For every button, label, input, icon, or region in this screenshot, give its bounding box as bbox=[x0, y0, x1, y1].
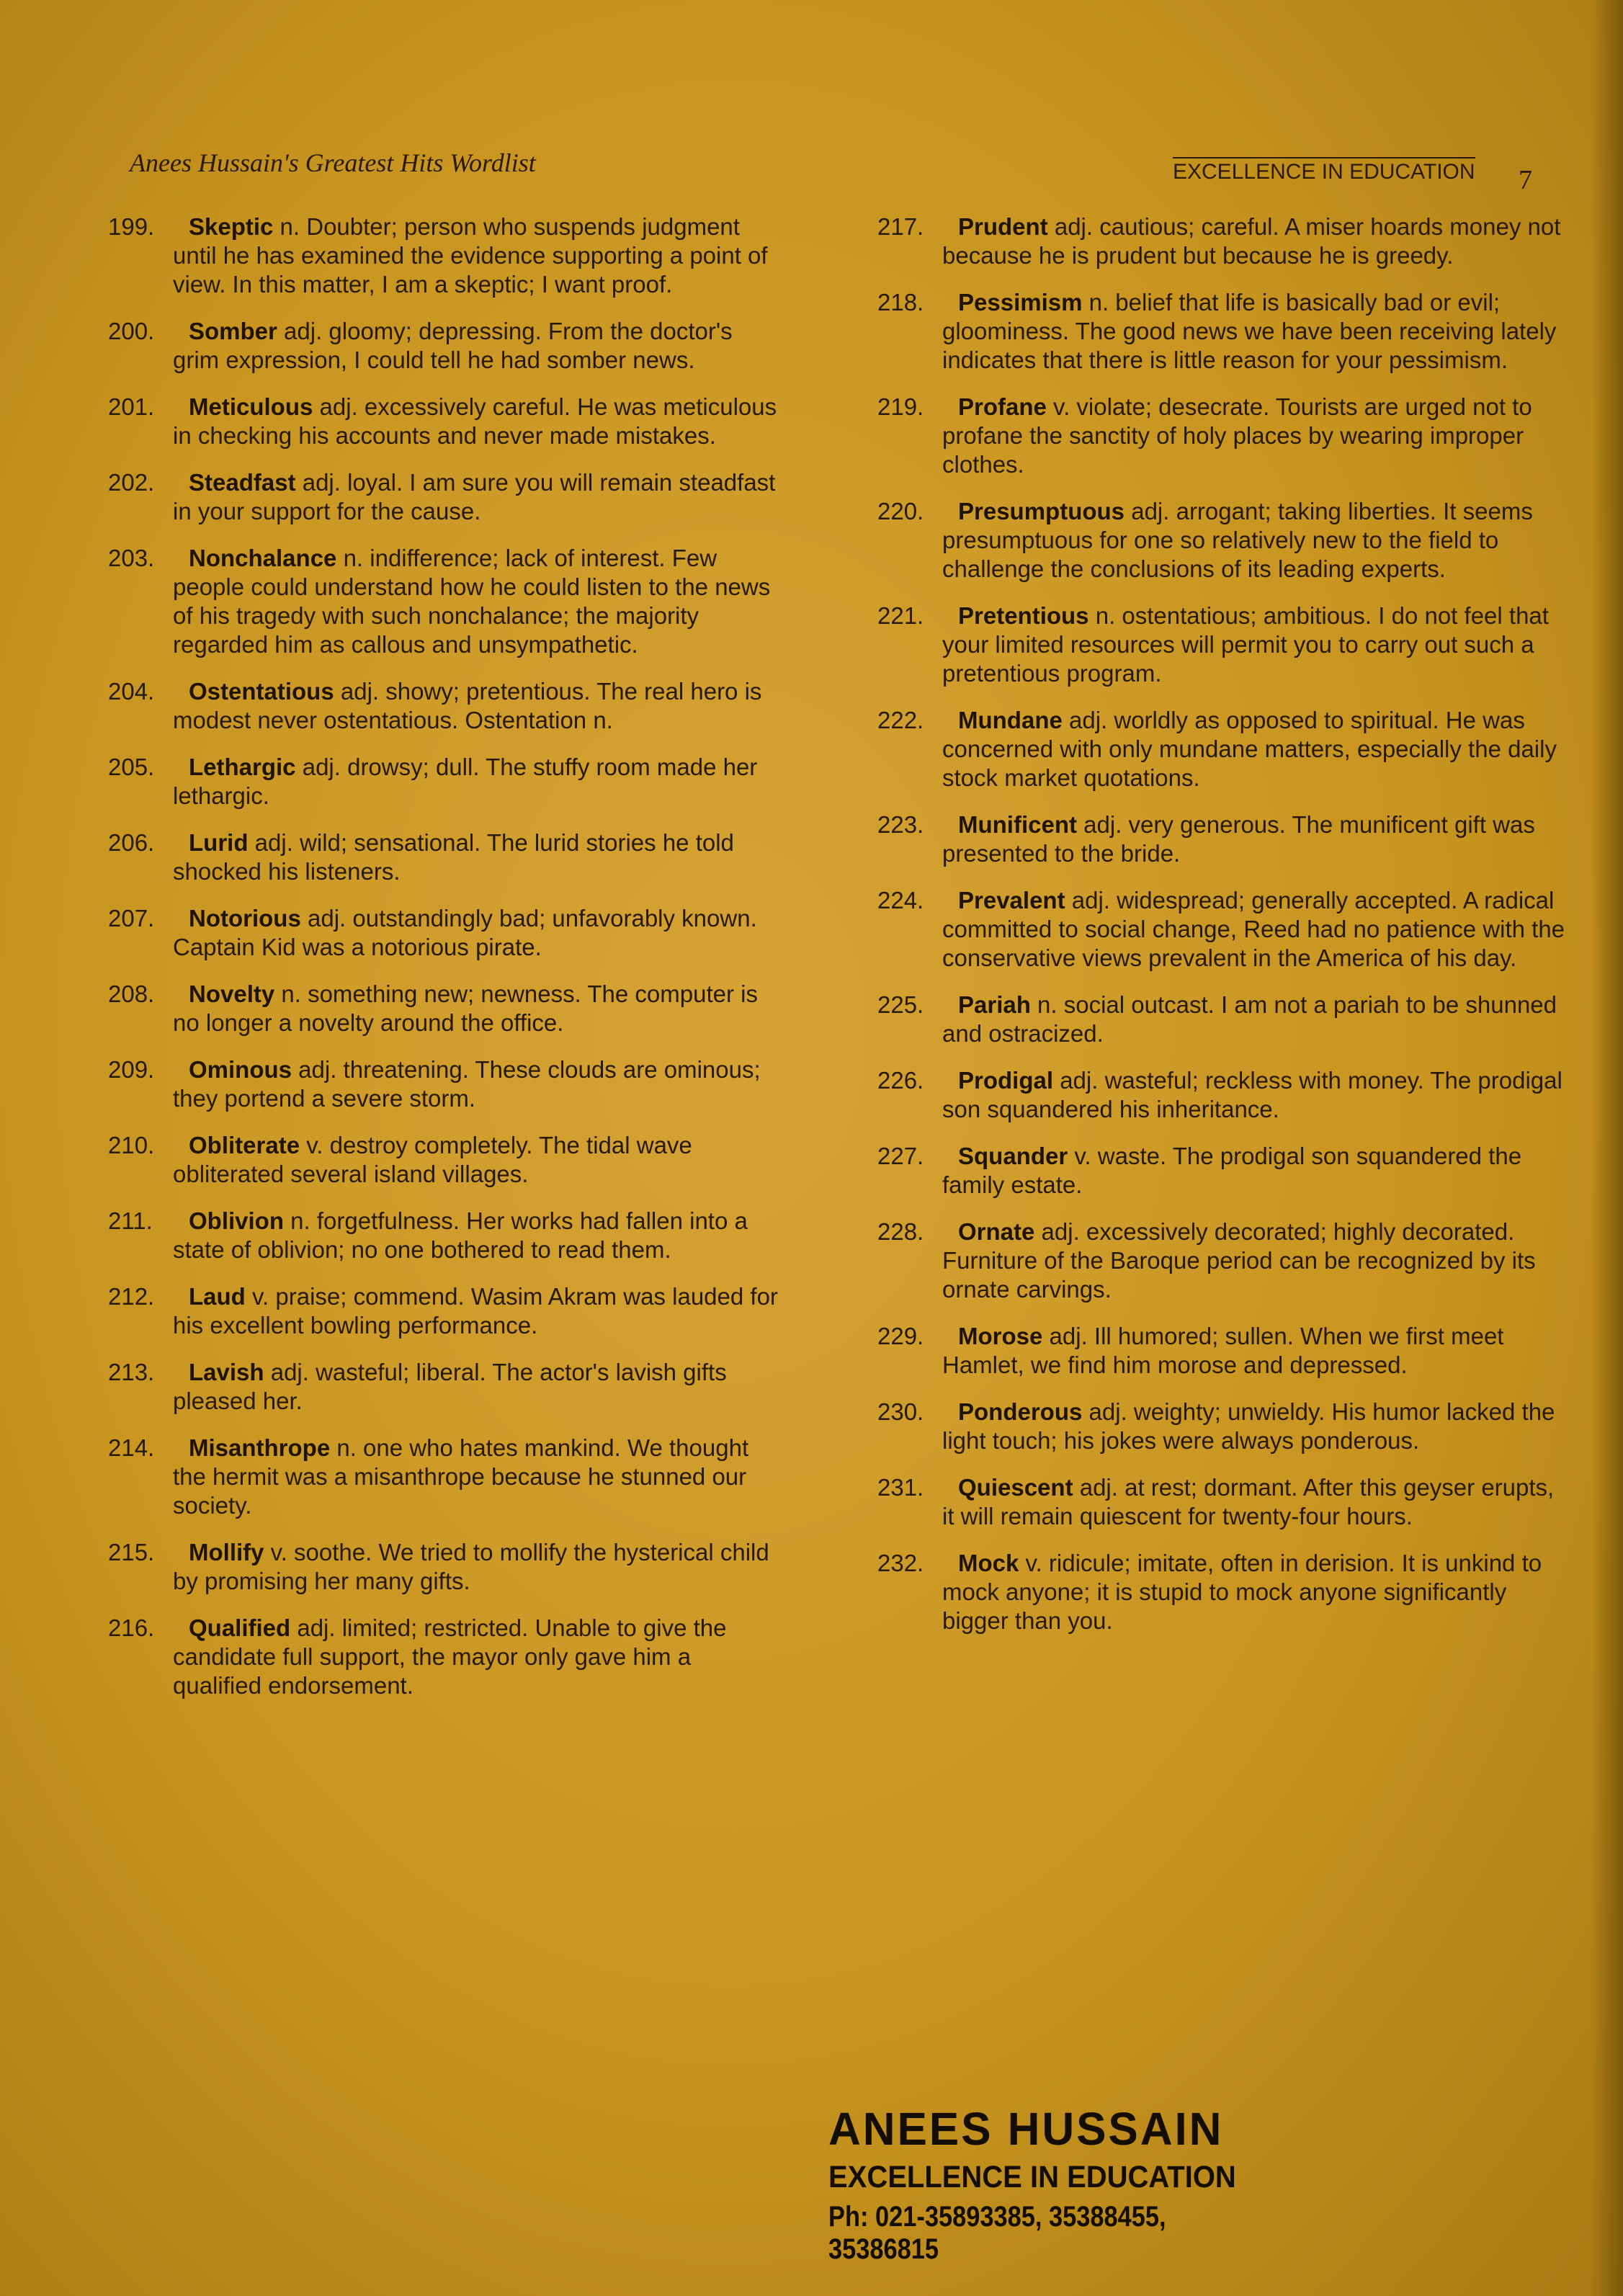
entry-definition: adj. cautious; careful. A miser hoards money not because he is prudent but because he is greedy. bbox=[942, 213, 1561, 269]
word-entry bbox=[108, 1207, 782, 1264]
entry-definition: n. belief that life is basically bad or evil; gloominess. The good news we have been receiving lately indicates that there is little reason for your pessimism. bbox=[942, 289, 1557, 373]
entry-number: 218. bbox=[877, 289, 924, 316]
entry-definition: n. ostentatious; ambitious. I do not feel that your limited resources will permit you to carry out such a pretentious program. bbox=[942, 602, 1549, 687]
word-entry bbox=[108, 544, 782, 659]
word-entry bbox=[108, 1614, 782, 1700]
page-number: 7 bbox=[1519, 165, 1532, 195]
entry-number: 206. bbox=[108, 829, 155, 856]
word-entry bbox=[108, 980, 782, 1037]
word-entry bbox=[108, 468, 782, 526]
footer-tagline: EXCELLENCE IN EDUCATION bbox=[828, 2160, 1236, 2194]
entry-term: Lethargic bbox=[189, 754, 296, 780]
word-entry bbox=[108, 677, 782, 735]
entry-definition: adj. gloomy; depressing. From the doctor's grim expression, I could tell he had somber news. bbox=[173, 318, 733, 373]
word-entry bbox=[108, 317, 782, 375]
entry-term: Skeptic bbox=[189, 213, 274, 240]
entry-definition: adj. wasteful; liberal. The actor's lavish gifts pleased her. bbox=[173, 1359, 727, 1414]
entry-term: Prudent bbox=[958, 213, 1048, 240]
word-entry bbox=[108, 393, 782, 450]
entry-definition: adj. excessively decorated; highly decorated. Furniture of the Baroque period can be recognized by its ornate carvings. bbox=[942, 1218, 1536, 1303]
entry-number: 214. bbox=[108, 1434, 155, 1461]
entry-number: 229. bbox=[877, 1323, 924, 1349]
entry-definition: adj. loyal. I am sure you will remain steadfast in your support for the cause. bbox=[173, 469, 776, 524]
entry-definition: v. violate; desecrate. Tourists are urged not to profane the sanctity of holy places by wearing improper clothes. bbox=[942, 393, 1532, 478]
entry-definition: n. something new; newness. The computer is no longer a novelty around the office. bbox=[173, 981, 758, 1036]
entry-definition: n. social outcast. I am not a pariah to be shunned and ostracized. bbox=[942, 991, 1557, 1047]
entry-number: 232. bbox=[877, 1550, 924, 1576]
entry-definition: adj. wasteful; reckless with money. The prodigal son squandered his inheritance. bbox=[942, 1067, 1562, 1122]
entry-term: Novelty bbox=[189, 981, 275, 1007]
word-entry bbox=[877, 1142, 1569, 1200]
word-entry bbox=[877, 1473, 1569, 1531]
entry-term: Oblivion bbox=[189, 1207, 284, 1234]
entry-number: 231. bbox=[877, 1474, 924, 1501]
word-entry bbox=[877, 497, 1569, 584]
word-entry bbox=[877, 213, 1569, 270]
entry-number: 223. bbox=[877, 811, 924, 838]
entry-definition: adj. very generous. The munificent gift was presented to the bride. bbox=[942, 811, 1535, 867]
entry-term: Pariah bbox=[958, 991, 1031, 1018]
word-entry bbox=[877, 1066, 1569, 1124]
entry-number: 208. bbox=[108, 981, 155, 1007]
entry-term: Somber bbox=[189, 318, 277, 344]
entry-term: Mock bbox=[958, 1550, 1019, 1576]
entry-number: 219. bbox=[877, 393, 924, 420]
page-edge-shadow bbox=[1591, 0, 1623, 2296]
entry-definition: adj. Ill humored; sullen. When we first meet Hamlet, we find him morose and depressed. bbox=[942, 1323, 1504, 1378]
entry-term: Munificent bbox=[958, 811, 1077, 838]
entry-number: 230. bbox=[877, 1398, 924, 1425]
entry-term: Qualified bbox=[189, 1614, 291, 1641]
entry-number: 213. bbox=[108, 1359, 155, 1385]
word-entry bbox=[108, 213, 782, 299]
entry-number: 211. bbox=[108, 1207, 153, 1234]
entry-number: 204. bbox=[108, 678, 155, 705]
entry-number: 203. bbox=[108, 545, 155, 571]
word-entry bbox=[877, 1398, 1569, 1455]
entry-definition: adj. showy; pretentious. The real hero is modest never ostentatious. Ostentation n. bbox=[173, 678, 762, 733]
entry-definition: v. ridicule; imitate, often in derision. It is unkind to mock anyone; it is stupid to mock anyone significantly bigger than you. bbox=[942, 1550, 1542, 1634]
header-tagline: EXCELLENCE IN EDUCATION bbox=[1173, 157, 1475, 184]
entry-number: 225. bbox=[877, 991, 924, 1018]
entry-definition: adj. outstandingly bad; unfavorably known. Captain Kid was a notorious pirate. bbox=[173, 905, 757, 960]
entry-definition: v. destroy completely. The tidal wave obliterated several island villages. bbox=[173, 1132, 692, 1187]
entry-number: 216. bbox=[108, 1614, 155, 1641]
entry-term: Lurid bbox=[189, 829, 249, 856]
entry-term: Mollify bbox=[189, 1539, 264, 1565]
entry-definition: adj. weighty; unwieldy. His humor lacked the light touch; his jokes were always ponderous. bbox=[942, 1398, 1555, 1454]
entry-number: 222. bbox=[877, 707, 924, 733]
entry-definition: adj. excessively careful. He was meticulous in checking his accounts and never made mistakes. bbox=[173, 393, 777, 449]
word-entry bbox=[108, 1434, 782, 1520]
right-column bbox=[877, 213, 1569, 1653]
entry-number: 200. bbox=[108, 318, 155, 344]
entry-definition: v. praise; commend. Wasim Akram was lauded for his excellent bowling performance. bbox=[173, 1283, 778, 1339]
left-column bbox=[108, 213, 782, 1718]
entry-term: Meticulous bbox=[189, 393, 313, 420]
entry-number: 226. bbox=[877, 1067, 924, 1094]
entry-definition: adj. threatening. These clouds are ominous; they portend a severe storm. bbox=[173, 1056, 761, 1112]
word-entry bbox=[877, 991, 1569, 1048]
word-entry bbox=[108, 1538, 782, 1596]
entry-term: Nonchalance bbox=[189, 545, 337, 571]
word-entry bbox=[877, 1218, 1569, 1304]
entry-number: 210. bbox=[108, 1132, 155, 1158]
word-entry bbox=[877, 1549, 1569, 1635]
entry-definition: adj. drowsy; dull. The stuffy room made her lethargic. bbox=[173, 754, 758, 809]
word-entry bbox=[108, 1358, 782, 1416]
entry-definition: adj. arrogant; taking liberties. It seems presumptuous for one so relatively new to the field to challenge the conclusions of its leading experts. bbox=[942, 498, 1533, 582]
word-entry bbox=[108, 1282, 782, 1340]
entry-term: Ponderous bbox=[958, 1398, 1083, 1425]
word-entry bbox=[877, 810, 1569, 868]
entry-definition: adj. at rest; dormant. After this geyser erupts, it will remain quiescent for twenty-four hours. bbox=[942, 1474, 1555, 1529]
entry-number: 212. bbox=[108, 1283, 155, 1310]
word-entry bbox=[877, 886, 1569, 973]
entry-term: Notorious bbox=[189, 905, 301, 932]
entry-definition: adj. widespread; generally accepted. A radical committed to social change, Reed had no patience with the conservative views prevalent in the America of his day. bbox=[942, 887, 1565, 971]
entry-term: Morose bbox=[958, 1323, 1043, 1349]
entry-number: 209. bbox=[108, 1056, 155, 1083]
entry-term: Misanthrope bbox=[189, 1434, 331, 1461]
entry-term: Mundane bbox=[958, 707, 1063, 733]
word-entry bbox=[877, 288, 1569, 375]
entry-number: 207. bbox=[108, 905, 155, 932]
entry-definition: n. forgetfulness. Her works had fallen into a state of oblivion; no one bothered to read them. bbox=[173, 1207, 748, 1263]
entry-number: 227. bbox=[877, 1143, 924, 1169]
word-entry bbox=[108, 1131, 782, 1189]
entry-term: Prodigal bbox=[958, 1067, 1054, 1094]
word-entry bbox=[108, 828, 782, 886]
entry-term: Prevalent bbox=[958, 887, 1065, 914]
book-title: Anees Hussain's Greatest Hits Wordlist bbox=[130, 148, 536, 177]
entry-number: 220. bbox=[877, 498, 924, 524]
entry-number: 201. bbox=[108, 393, 155, 420]
entry-number: 224. bbox=[877, 887, 924, 914]
entry-definition: n. one who hates mankind. We thought the hermit was a misanthrope because he stunned our society. bbox=[173, 1434, 749, 1519]
entry-definition: n. indifference; lack of interest. Few people could understand how he could listen to the news of his tragedy with such nonchalance; the majority regarded him as callous and unsympathetic. bbox=[173, 545, 771, 658]
footer-name: ANEES HUSSAIN bbox=[828, 2103, 1224, 2155]
word-entry bbox=[877, 393, 1569, 479]
entry-term: Quiescent bbox=[958, 1474, 1073, 1501]
entry-term: Laud bbox=[189, 1283, 246, 1310]
word-entry bbox=[108, 904, 782, 962]
entry-number: 217. bbox=[877, 213, 924, 240]
entry-term: Presumptuous bbox=[958, 498, 1125, 524]
word-entry bbox=[877, 1322, 1569, 1380]
footer-phone: Ph: 021-35893385, 35388455, 35386815 bbox=[828, 2201, 1166, 2265]
entry-definition: adj. limited; restricted. Unable to give the candidate full support, the mayor only gave him a qualified endorsement. bbox=[173, 1614, 727, 1699]
word-entry bbox=[877, 706, 1569, 792]
entry-number: 199. bbox=[108, 213, 155, 240]
entry-definition: v. waste. The prodigal son squandered the family estate. bbox=[942, 1143, 1522, 1198]
entry-number: 221. bbox=[877, 602, 924, 629]
entry-number: 202. bbox=[108, 469, 155, 496]
entry-term: Steadfast bbox=[189, 469, 296, 496]
entry-term: Ominous bbox=[189, 1056, 292, 1083]
entry-number: 205. bbox=[108, 754, 155, 780]
entry-term: Ornate bbox=[958, 1218, 1035, 1245]
word-entry bbox=[877, 602, 1569, 688]
entry-number: 228. bbox=[877, 1218, 924, 1245]
entry-number: 215. bbox=[108, 1539, 155, 1565]
entry-term: Ostentatious bbox=[189, 678, 334, 705]
word-entry bbox=[108, 1055, 782, 1113]
entry-term: Profane bbox=[958, 393, 1047, 420]
entry-term: Obliterate bbox=[189, 1132, 300, 1158]
entry-term: Pretentious bbox=[958, 602, 1089, 629]
entry-term: Pessimism bbox=[958, 289, 1083, 316]
entry-term: Lavish bbox=[189, 1359, 264, 1385]
entry-definition: adj. worldly as opposed to spiritual. He was concerned with only mundane matters, especially the daily stock market quotations. bbox=[942, 707, 1557, 791]
word-entry bbox=[108, 753, 782, 810]
entry-term: Squander bbox=[958, 1143, 1068, 1169]
entry-definition: n. Doubter; person who suspends judgment until he has examined the evidence supporting a point of view. In this matter, I am a skeptic; I want proof. bbox=[173, 213, 768, 298]
entry-definition: v. soothe. We tried to mollify the hysterical child by promising her many gifts. bbox=[173, 1539, 769, 1594]
footer-contact-block bbox=[828, 2102, 1297, 2266]
entry-definition: adj. wild; sensational. The lurid stories he told shocked his listeners. bbox=[173, 829, 734, 885]
